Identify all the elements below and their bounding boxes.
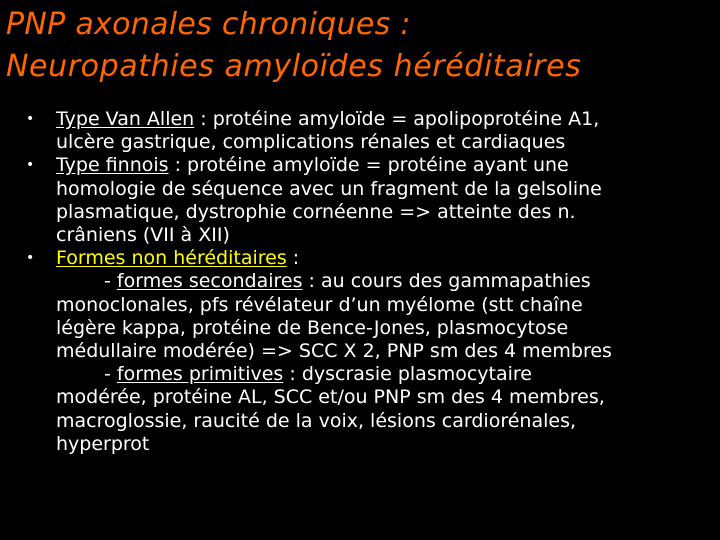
sub-item-primitives (56, 363, 716, 386)
bullet-item-finnois (0, 154, 720, 247)
sub-text: : au cours des gammapathies (302, 270, 591, 293)
item-text: modérée, protéine AL, SCC et/ou PNP sm des 4 membres, (56, 386, 605, 409)
item-text: crâniens (VII à XII) (56, 224, 230, 247)
slide-title (6, 4, 581, 88)
item-text: : protéine amyloïde = protéine ayant une (168, 154, 569, 177)
sub-dash: - (104, 363, 117, 386)
bullet-item-van-allen (0, 108, 720, 154)
item-text: médullaire modérée) => SCC X 2, PNP sm des 4 membres (56, 340, 612, 363)
item-text: hyperprot (56, 432, 150, 455)
item-text: monoclonales, pfs révélateur d’un myélome (stt chaîne (56, 293, 583, 316)
item-line (56, 247, 716, 270)
sub-text: : dyscrasie plasmocytaire (283, 363, 532, 386)
item-label: Type finnois (56, 154, 169, 177)
item-text: plasmatique, dystrophie cornéenne => atteinte des n. (56, 200, 576, 223)
item-text: : (286, 247, 300, 270)
bullet-dot: • (26, 111, 35, 127)
item-text: macroglossie, raucité de la voix, lésions cardiorénales, (56, 409, 577, 432)
sub-dash: - (104, 270, 117, 293)
bullet-dot: • (26, 157, 35, 174)
bullet-item-non-hereditaires (0, 247, 720, 456)
item-line (56, 108, 716, 131)
item-label: Type Van Allen (56, 108, 195, 130)
item-text: légère kappa, protéine de Bence-Jones, plasmocytose (56, 316, 569, 339)
bullet-dot: • (26, 250, 35, 267)
sub-label: formes primitives (116, 363, 284, 386)
sub-item-secondaires (56, 270, 716, 293)
bullet-list (0, 108, 720, 456)
title-line-1: PNP axonales chroniques : (6, 7, 411, 42)
item-label-highlight: Formes non héréditaires (56, 247, 287, 270)
item-line (56, 154, 716, 177)
item-text: homologie de séquence avec un fragment de la gelsoline (56, 177, 602, 200)
title-line-2: Neuropathies amyloïdes héréditaires (6, 49, 582, 84)
item-text: : protéine amyloïde = apolipoprotéine A1, (194, 108, 600, 130)
item-text: ulcère gastrique, complications rénales et cardiaques (56, 131, 566, 154)
sub-label: formes secondaires (116, 270, 303, 293)
